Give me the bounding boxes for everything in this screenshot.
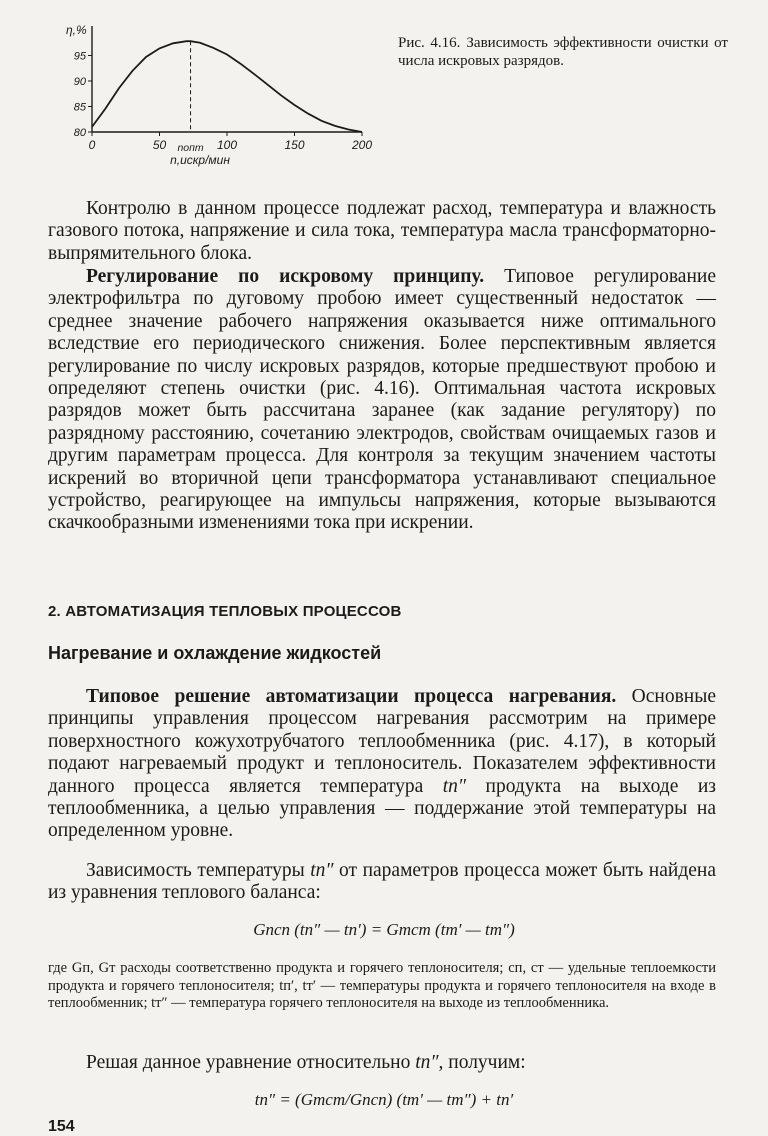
paragraph-dependency-text-a: Зависимость температуры [86,860,311,881]
paragraph-heating-text-b: продукта на выходе из теплообменника, а целью управления — поддержание этой температуры на определенном уровне. [48,775,716,842]
optimum-label: nопт [177,142,204,154]
x-tick-label: 200 [351,138,373,152]
paragraph-control-text: Контролю в данном процессе подлежат расход, температура и влажность газового потока, напряжение и сила тока, температура масла трансформаторно-выпрямительного блока. [48,198,716,264]
paragraph-heating-heading: Типовое решение автоматизации процесса нагревания. [86,686,617,707]
efficiency-curve [92,41,362,132]
y-tick-label: 85 [73,101,86,114]
paragraph-solving-text-b: , получим: [438,1052,526,1073]
x-tick-label: 0 [88,138,96,152]
x-tick-label: 50 [152,138,167,152]
paragraph-dependency [48,860,716,905]
y-tick-label: 80 [73,127,86,139]
paragraph-spark-heading: Регулирование по искровому принципу. [86,266,485,287]
figure-caption-text: Зависимость эффективности очистки от числа искровых разрядов. [398,35,728,69]
variable-tp-3: tп″ [415,1052,439,1073]
paragraph-control [48,198,716,265]
figure-number: Рис. 4.16. [398,35,461,51]
paragraph-spark-regulation [48,266,716,535]
variable-tp: tп″ [442,775,467,797]
y-axis-label: η,% [66,23,87,37]
solution-equation: tп″ = (Gтcт/Gпcп) (tт′ — tт″) + tп′ [254,1090,514,1109]
x-tick-label: 100 [216,138,238,152]
efficiency-chart [40,20,390,180]
x-tick-label: 150 [284,138,305,152]
section-title: 2. АВТОМАТИЗАЦИЯ ТЕПЛОВЫХ ПРОЦЕССОВ [48,603,402,620]
y-tick-label: 95 [73,50,86,63]
paragraph-spark-text: Типовое регулирование электрофильтра по дуговому пробою имеет существенный недостаток — среднее значение рабочего напряжения оказывается ниже оптимального вследствие его периодического снижения. Более перспективным является регулирование по числу искровых разрядов, которые предшествуют пробою и определяют степень очистки (рис. 4.16). Оптимальная частота искровых разрядов может быть рассчитана заранее (как задание регулятору) по разрядному расстоянию, сочетанию электродов, свойствам очищаемых газов и другим параметрам процесса. Для контроля за текущим значением частоты искрений во вторичной цепи трансформатора устанавливают специальное устройство, реагирующее на импульсы напряжения, которые вызываются скачкообразными изменениями тока при искрении. [48,266,716,534]
paragraph-dependency-text-b: от параметров процесса может быть найдена из уравнения теплового баланса: [48,860,716,904]
variable-tp-2: tп″ [310,860,334,881]
page-number: 154 [48,1118,75,1135]
heat-balance-equation: Gпcп (tп″ — tп′) = Gтcт (tт′ — tт″) [253,920,515,939]
paragraph-heating-text-a: Основные принципы управления процессом нагревания рассмотрим на примере поверхностного кожухотрубчатого теплообменника (рис. 4.17), в который подают нагреваемый продукт и теплоноситель. Показателем эффективности данного процесса является температура [48,686,716,797]
x-axis-label: n,искр/мин [170,153,230,167]
figure-caption [398,34,728,70]
y-tick-label: 90 [73,76,86,88]
subsection-title: Нагревание и охлаждение жидкостей [48,643,382,663]
paragraph-solving-text-a: Решая данное уравнение относительно [86,1052,416,1073]
figure-4-16 [40,20,390,180]
paragraph-solving [48,1052,716,1074]
equation-legend: где Gп, Gт расходы соответственно продукта и горячего теплоносителя; cп, cт — удельные теплоемкости продукта и горячего теплоносителя; tп′, tт′ — температуры продукта и горячего теплоносителя на входе в теплообменник; tт″ — температура горячего теплоносителя на выходе из теплообменника. [48,960,716,1011]
paragraph-heating [48,686,716,843]
